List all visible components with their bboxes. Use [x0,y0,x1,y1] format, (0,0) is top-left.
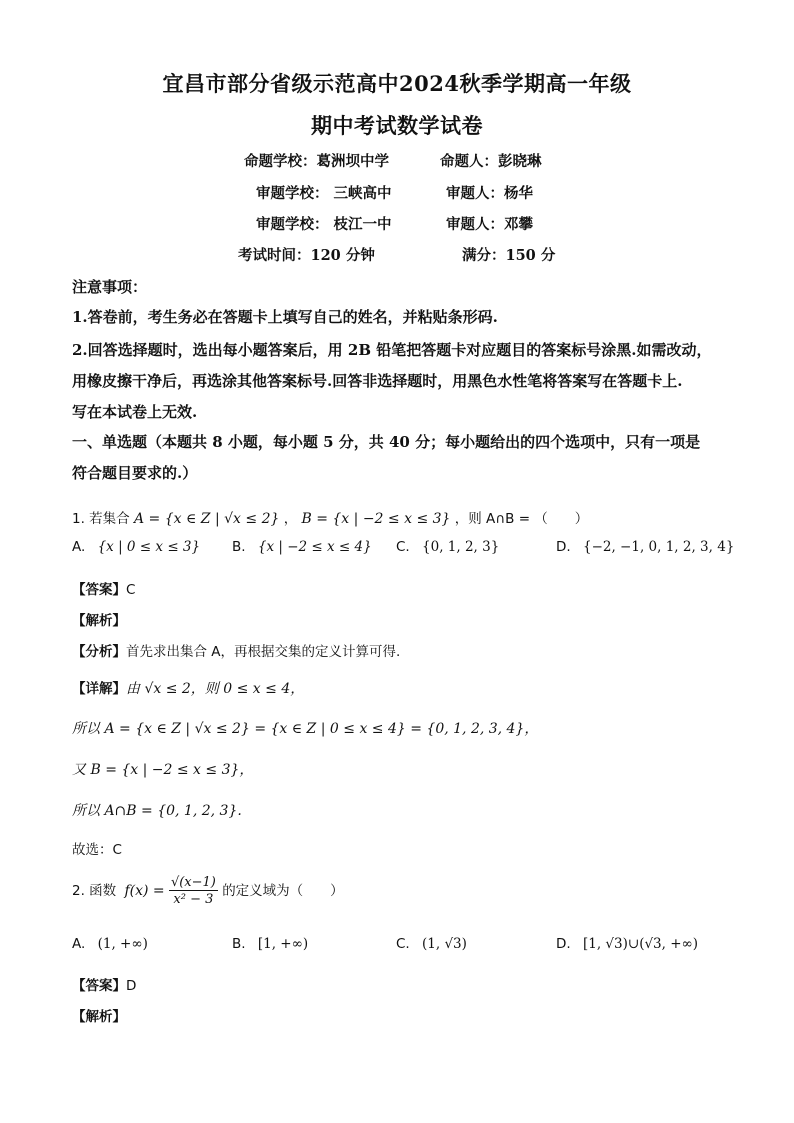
exam-title-line1: 宜昌市部分省级示范高中2024秋季学期高一年级 [162,71,632,96]
section1-heading-line1: 一、单选题（本题共 8 小题，每小题 5 分，共 40 分；每小题给出的四个选项中，只有一项是 [72,433,701,451]
answer-tag: 【答案】 [72,582,126,598]
option-text: {0, 1, 2, 3} [422,539,500,555]
option-text: (1, +∞) [97,936,148,952]
option-label: A. [72,936,86,952]
reviewer1-school: 审题学校： 三峡高中 [256,185,392,202]
fenxi-tag: 【分析】 [72,644,126,660]
notice-item-2-line1: 2.回答选择题时，选出每小题答案后，用 2B 铅笔把答题卡对应题目的答案标号涂黑.如需改动， [72,341,712,359]
q1-option-b [232,539,372,555]
option-label: C. [396,936,410,952]
q2-function: f(x) = [124,883,165,899]
reviewer1-person: 审题人：杨华 [446,185,533,202]
option-label: A. [72,539,86,555]
q2-numerator: √(x−1) [170,875,216,890]
exam-title-line2: 期中考试数学试卷 [311,113,483,138]
notice-item-2-line3: 写在本试卷上无效. [72,403,198,421]
option-text: {x | 0 ≤ x ≤ 3} [97,539,201,555]
option-text: {−2, −1, 0, 1, 2, 3, 4} [582,539,735,555]
option-text: [1, √3)∪(√3, +∞) [582,936,699,952]
q1-step4 [72,800,242,820]
q2-option-d [556,936,698,952]
option-label: B. [232,539,246,555]
q2-denominator: x² − 3 [173,892,214,907]
q2-option-b [232,936,308,952]
xiangjie-tag: 【详解】 [72,681,126,697]
reviewer2-school: 审题学校： 枝江一中 [256,216,392,233]
option-label: D. [556,539,571,555]
q1-option-d [556,539,734,555]
full-score: 满分：150 分 [462,247,556,264]
notice-item-1: 1.答卷前，考生务必在答题卡上填写自己的姓名，并粘贴条形码. [72,308,498,326]
section1-heading-line2: 符合题目要求的.） [72,464,198,482]
step-text: 由 √x ≤ 2，则 0 ≤ x ≤ 4， [126,681,305,697]
fenxi-text: 首先求出集合 A，再根据交集的定义计算可得. [126,644,401,660]
option-text: (1, √3) [422,936,467,952]
q2-prefix: 2. 函数 [72,883,117,899]
q2-option-a [72,936,148,952]
q1-separator: ， [283,511,298,527]
option-text: {x | −2 ≤ x ≤ 4} [257,539,372,555]
q1-set-b: B = {x | −2 ≤ x ≤ 3} [301,511,451,527]
q2-answer [72,974,136,994]
option-label: B. [232,936,246,952]
question-2-stem [72,876,344,906]
q1-step2 [72,718,538,738]
q1-fenxi [72,640,400,660]
option-label: D. [556,936,571,952]
q1-analysis-tag: 【解析】 [72,613,126,629]
exam-time: 考试时间：120 分钟 [238,247,375,264]
step-text: 所以 A∩B = {0, 1, 2, 3}. [72,803,242,819]
option-text: [1, +∞) [257,936,309,952]
q2-suffix: 的定义域为（ ） [222,883,344,899]
q1-option-c [396,539,499,555]
answer-value: D [126,978,137,994]
q1-ask: ，则 A∩B = （ ） [454,511,589,527]
q1-step3 [72,759,253,779]
q1-option-a [72,539,200,555]
q2-option-c [396,936,467,952]
answer-value: C [126,582,136,598]
q1-set-a: A = {x ∈ Z | √x ≤ 2} [133,511,280,527]
q2-fraction [169,876,218,906]
question-1-stem [72,507,588,527]
reviewer2-person: 审题人：邓攀 [446,216,533,233]
q2-analysis-tag: 【解析】 [72,1009,126,1025]
q1-conclusion: 故选：C [72,842,122,858]
option-label: C. [396,539,410,555]
q1-answer [72,578,135,598]
step-text: 所以 A = {x ∈ Z | √x ≤ 2} = {x ∈ Z | 0 ≤ x ≤ 4} = {0, 1, 2, 3, 4}， [72,721,539,737]
step-text: 又 B = {x | −2 ≤ x ≤ 3}， [72,762,254,778]
setter-person: 命题人：彭晓琳 [440,153,542,170]
q1-xiangjie-step1 [72,677,304,698]
q1-prefix: 1. 若集合 [72,511,130,527]
setter-school: 命题学校：葛洲坝中学 [244,153,389,170]
answer-tag: 【答案】 [72,978,126,994]
notice-heading: 注意事项： [72,278,148,296]
notice-item-2-line2: 用橡皮擦干净后，再选涂其他答案标号.回答非选择题时，用黑色水性笔将答案写在答题卡上. [72,372,683,390]
